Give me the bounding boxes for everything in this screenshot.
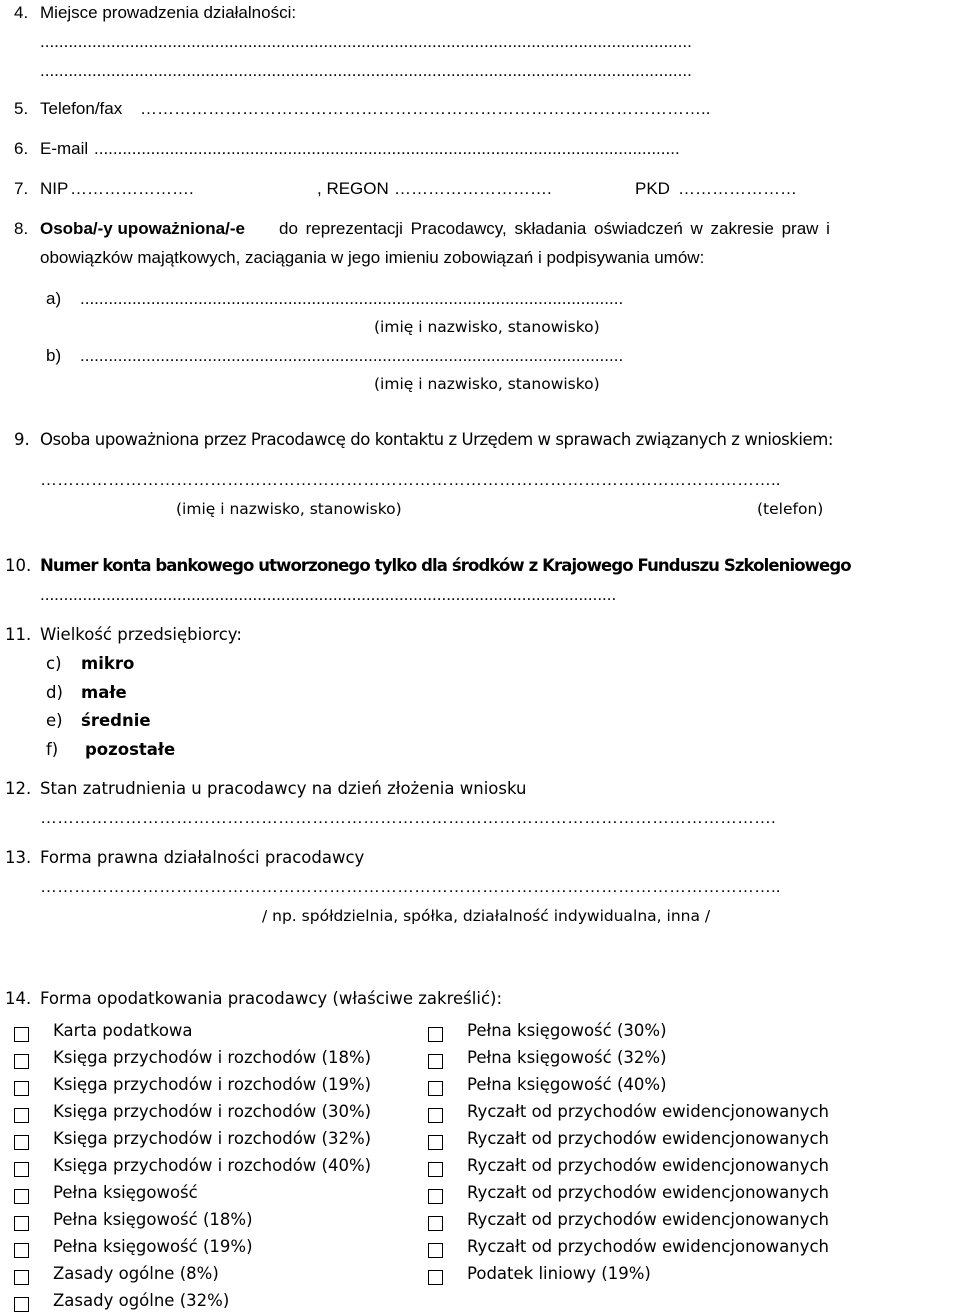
checkbox-right-9[interactable]	[428, 1270, 443, 1285]
taxation-option-label: Pełna księgowość (40%)	[467, 1075, 667, 1094]
item-12-label: Stan zatrudnienia u pracodawcy na dzień złożenia wniosku	[40, 779, 527, 798]
size-option-małe[interactable]: małe	[81, 683, 127, 702]
size-option-mikro[interactable]: mikro	[81, 654, 135, 673]
representative-a-field[interactable]: ...................................................................................................................	[80, 289, 624, 308]
item-9-number: 9.	[14, 430, 30, 449]
item-8-text-line-2: obowiązków majątkowych, zaciągania w jego imieniu zobowiązań i podpisywania umów:	[40, 248, 705, 267]
email-field[interactable]: ............................................................................................................................	[94, 139, 680, 158]
taxation-option-label: Pełna księgowość (30%)	[467, 1021, 667, 1040]
item-8b-letter: b)	[46, 346, 62, 365]
item-4-number: 4.	[14, 3, 29, 22]
taxation-option-label: Zasady ogólne (32%)	[53, 1291, 230, 1310]
item-4-label: Miejsce prowadzenia działalności:	[40, 3, 297, 22]
size-option-letter: f)	[46, 740, 59, 759]
item-6-label: E-mail	[40, 139, 89, 158]
item-8a-letter: a)	[46, 289, 62, 308]
item-8-number: 8.	[14, 219, 29, 238]
phone-fax-field[interactable]: ………………………………………………………………………………………..	[140, 99, 711, 118]
taxation-option-label: Pełna księgowość (32%)	[467, 1048, 667, 1067]
taxation-option-label: Ryczałt od przychodów ewidencjonowanych	[467, 1210, 829, 1229]
item-14-number: 14.	[5, 989, 32, 1008]
taxation-option-label: Księga przychodów i rozchodów (30%)	[53, 1102, 372, 1121]
item-10-label: Numer konta bankowego utworzonego tylko dla środków z Krajowego Funduszu Szkoleniowego	[40, 556, 851, 575]
representative-b-field[interactable]: ...................................................................................................................	[80, 346, 624, 365]
item-13-number: 13.	[5, 848, 32, 867]
taxation-option-label: Pełna księgowość (19%)	[53, 1237, 253, 1256]
taxation-option-label: Księga przychodów i rozchodów (32%)	[53, 1129, 372, 1148]
checkbox-right-3[interactable]	[428, 1108, 443, 1123]
item-14-label: Forma opodatkowania pracodawcy (właściwe zakreślić):	[40, 989, 503, 1008]
taxation-option-label: Karta podatkowa	[53, 1021, 193, 1040]
taxation-option-label: Księga przychodów i rozchodów (18%)	[53, 1048, 372, 1067]
item-6-number: 6.	[14, 139, 29, 158]
item-13-label: Forma prawna działalności pracodawcy	[40, 848, 365, 867]
item-8-text-line-1: do reprezentacji Pracodawcy, składania oświadczeń w zakresie praw i	[279, 219, 830, 238]
legal-form-field[interactable]: …………………………………………………………………………………………………………………..	[40, 877, 781, 896]
checkbox-left-6[interactable]	[14, 1189, 29, 1204]
item-10-number: 10.	[5, 556, 32, 575]
taxation-option-label: Ryczałt od przychodów ewidencjonowanych	[467, 1156, 829, 1175]
checkbox-left-9[interactable]	[14, 1270, 29, 1285]
size-option-letter: c)	[46, 654, 62, 673]
nip-field[interactable]: ………………….	[70, 179, 194, 198]
taxation-option-label: Pełna księgowość (18%)	[53, 1210, 253, 1229]
regon-label: , REGON	[317, 179, 389, 198]
item-12-number: 12.	[5, 779, 32, 798]
item-7-number: 7.	[14, 179, 29, 198]
nip-label: NIP	[40, 179, 69, 198]
taxation-option-label: Zasady ogólne (8%)	[53, 1264, 219, 1283]
checkbox-right-2[interactable]	[428, 1081, 443, 1096]
checkbox-left-5[interactable]	[14, 1162, 29, 1177]
item-11-number: 11.	[5, 625, 32, 644]
taxation-option-label: Pełna księgowość	[53, 1183, 198, 1202]
pkd-field[interactable]: …………………	[678, 179, 797, 198]
legal-form-hint: / np. spółdzielnia, spółka, działalność indywidualna, inna /	[262, 907, 711, 925]
checkbox-left-2[interactable]	[14, 1081, 29, 1096]
representative-a-caption: (imię i nazwisko, stanowisko)	[374, 318, 600, 336]
checkbox-right-7[interactable]	[428, 1216, 443, 1231]
taxation-option-label: Ryczałt od przychodów ewidencjonowanych	[467, 1183, 829, 1202]
taxation-option-label: Księga przychodów i rozchodów (40%)	[53, 1156, 372, 1175]
checkbox-left-8[interactable]	[14, 1243, 29, 1258]
taxation-option-label: Ryczałt od przychodów ewidencjonowanych	[467, 1102, 829, 1121]
checkbox-left-0[interactable]	[14, 1027, 29, 1042]
employment-field[interactable]: ………………………………………………………………………………………………………………….	[40, 808, 776, 827]
checkbox-right-8[interactable]	[428, 1243, 443, 1258]
item-5-label: Telefon/fax	[40, 99, 123, 118]
size-option-pozostałe[interactable]: pozostałe	[85, 740, 176, 759]
contact-phone-caption: (telefon)	[757, 500, 824, 518]
taxation-option-label: Ryczałt od przychodów ewidencjonowanych	[467, 1237, 829, 1256]
contact-name-caption: (imię i nazwisko, stanowisko)	[176, 500, 402, 518]
checkbox-left-10[interactable]	[14, 1297, 29, 1312]
checkbox-left-3[interactable]	[14, 1108, 29, 1123]
checkbox-left-1[interactable]	[14, 1054, 29, 1069]
checkbox-right-4[interactable]	[428, 1135, 443, 1150]
item-9-label: Osoba upoważniona przez Pracodawcę do kontaktu z Urzędem w sprawach związanych z wnioskiem:	[40, 430, 833, 449]
workplace-field-line-1[interactable]: ..........................................................................................................................................	[40, 32, 692, 51]
pkd-label: PKD	[635, 179, 670, 198]
item-8-bold-label: Osoba/-y upoważniona/-e	[40, 219, 245, 238]
checkbox-left-4[interactable]	[14, 1135, 29, 1150]
checkbox-left-7[interactable]	[14, 1216, 29, 1231]
bank-account-field[interactable]: ..........................................................................................................................	[40, 585, 617, 604]
item-5-number: 5.	[14, 99, 29, 118]
regon-field[interactable]: ……………………….	[394, 179, 552, 198]
checkbox-right-1[interactable]	[428, 1054, 443, 1069]
taxation-option-label: Podatek liniowy (19%)	[467, 1264, 651, 1283]
size-option-letter: d)	[46, 683, 63, 702]
workplace-field-line-2[interactable]: ..........................................................................................................................................	[40, 61, 692, 80]
size-option-letter: e)	[46, 711, 63, 730]
checkbox-right-6[interactable]	[428, 1189, 443, 1204]
item-11-label: Wielkość przedsiębiorcy:	[40, 625, 242, 644]
representative-b-caption: (imię i nazwisko, stanowisko)	[374, 375, 600, 393]
contact-person-field[interactable]: …………………………………………………………………………………………………………………..	[40, 470, 781, 489]
taxation-option-label: Księga przychodów i rozchodów (19%)	[53, 1075, 372, 1094]
taxation-option-label: Ryczałt od przychodów ewidencjonowanych	[467, 1129, 829, 1148]
checkbox-right-5[interactable]	[428, 1162, 443, 1177]
checkbox-right-0[interactable]	[428, 1027, 443, 1042]
size-option-średnie[interactable]: średnie	[81, 711, 151, 730]
